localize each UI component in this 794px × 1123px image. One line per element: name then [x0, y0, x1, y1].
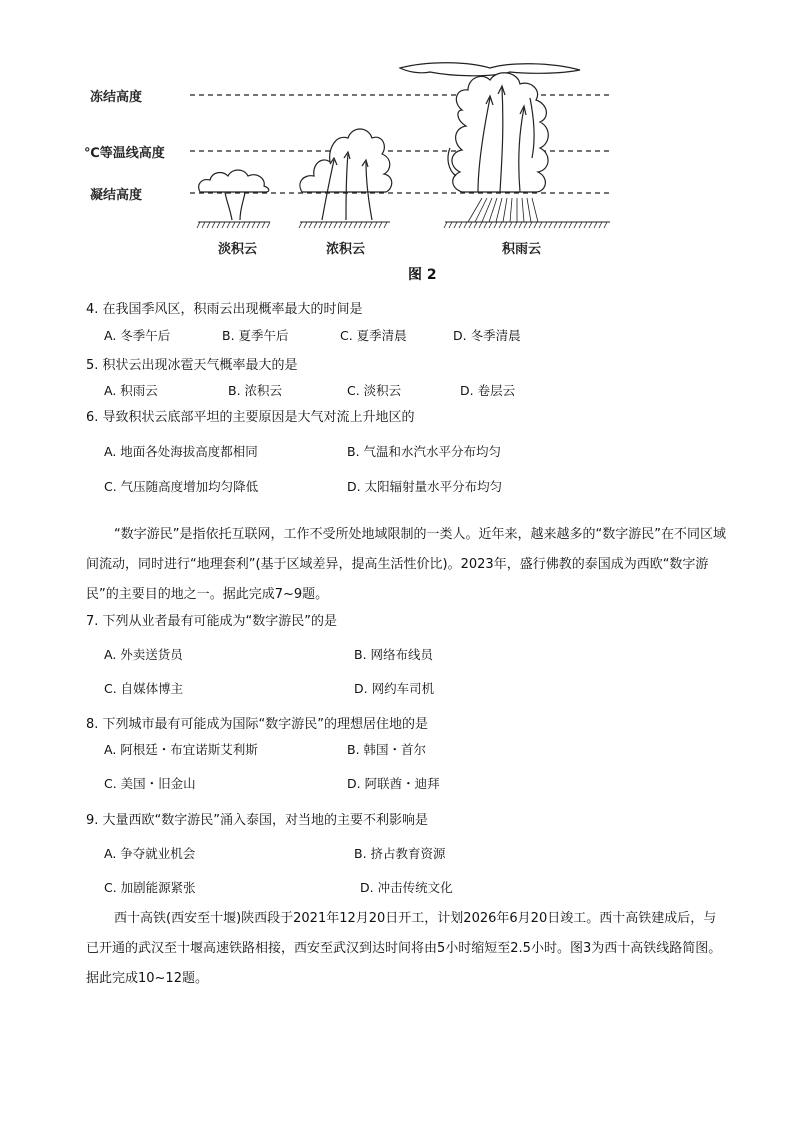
q9-option-b: B. 挤占教育资源	[354, 846, 446, 861]
q7-option-a: A. 外卖送货员	[104, 647, 183, 662]
q4-option-b: B. 夏季午后	[222, 328, 289, 343]
q5-option-d: D. 卷层云	[460, 383, 516, 398]
q5-option-c: C. 淡积云	[347, 383, 402, 398]
q5-option-a: A. 积雨云	[104, 383, 158, 398]
isotherm-level-label: ℃等温线高度	[84, 146, 165, 161]
cumulus-congestus	[300, 129, 392, 220]
q4-option-a: A. 冬季午后	[104, 328, 171, 343]
q9-option-c: C. 加剧能源紧张	[104, 880, 196, 895]
q7-option-c: C. 自媒体博主	[104, 681, 184, 696]
q7-option-b: B. 网络布线员	[354, 647, 434, 662]
freezing-level-label: 冻结高度	[90, 90, 143, 105]
cloud-figure	[84, 58, 630, 293]
q9-option-d: D. 冲击传统文化	[360, 880, 453, 895]
q8-option-a: A. 阿根廷・布宜诺斯艾利斯	[104, 742, 258, 757]
passage-xishi-railway: 西十高铁(西安至十堰)陕西段于2021年12月20日开工，计划2026年6月20日竣工。西十高铁建成后，与已开通的武汉至十堰高速铁路相接，西安至武汉到达时间将由5小时缩短至2.5小时。图3为西十高铁线路简图。据此完成10~12题。	[86, 911, 722, 986]
figure-caption: 图 2	[408, 267, 437, 283]
cloud-label-congestus: 浓积云	[326, 242, 366, 257]
q6-option-d: D. 太阳辐射量水平分布均匀	[347, 479, 503, 494]
cloud-diagram	[90, 58, 630, 293]
question-6-stem: 6. 导致积状云底部平坦的主要原因是大气对流上升地区的	[86, 410, 415, 425]
q8-option-b: B. 韩国・首尔	[347, 742, 427, 757]
condensation-level-label: 凝结高度	[90, 188, 143, 203]
q8-option-d: D. 阿联酋・迪拜	[347, 776, 440, 791]
cloud-label-cumulonimbus: 积雨云	[502, 242, 542, 257]
question-7-stem: 7. 下列从业者最有可能成为“数字游民”的是	[86, 614, 338, 629]
q4-option-d: D. 冬季清晨	[453, 328, 521, 343]
question-9-stem: 9. 大量西欧“数字游民”涌入泰国，对当地的主要不利影响是	[86, 813, 429, 828]
q6-option-a: A. 地面各处海拔高度都相同	[104, 444, 258, 459]
cloud-label-humilis: 淡积云	[218, 242, 258, 257]
question-5-stem: 5. 积状云出现冰雹天气概率最大的是	[86, 358, 298, 373]
question-8-stem: 8. 下列城市最有可能成为国际“数字游民”的理想居住地的是	[86, 717, 429, 732]
q4-option-c: C. 夏季清晨	[340, 328, 407, 343]
cumulus-humilis	[199, 170, 269, 220]
q9-option-a: A. 争夺就业机会	[104, 846, 196, 861]
q8-option-c: C. 美国・旧金山	[104, 776, 196, 791]
q5-option-b: B. 浓积云	[228, 383, 283, 398]
q6-option-b: B. 气温和水汽水平分布均匀	[347, 444, 502, 459]
q6-option-c: C. 气压随高度增加均匀降低	[104, 479, 259, 494]
question-4-stem: 4. 在我国季风区，积雨云出现概率最大的时间是	[86, 302, 363, 317]
cumulonimbus	[400, 63, 580, 222]
passage-digital-nomad: “数字游民”是指依托互联网，工作不受所处地域限制的一类人。近年来，越来越多的“数字游民”在不同区域间流动，同时进行“地理套利”(基于区域差异，提高生活性价比)。2023年，盛行佛教的泰国成为西欧“数字游民”的主要目的地之一。据此完成7~9题。	[86, 527, 726, 602]
q7-option-d: D. 网约车司机	[354, 681, 435, 696]
